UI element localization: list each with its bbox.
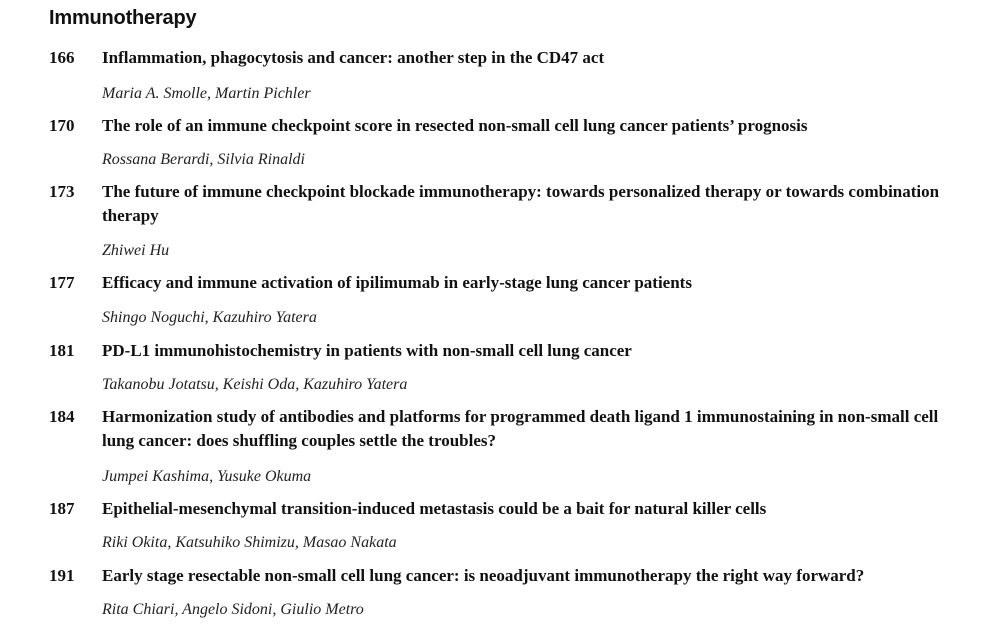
article-authors: Riki Okita, Katsuhiko Shimizu, Masao Nakata	[102, 534, 397, 551]
article-title[interactable]: The future of immune checkpoint blockade immunotherapy: towards personalized therapy or towards combination therapy	[102, 182, 940, 225]
article-authors: Takanobu Jotatsu, Keishi Oda, Kazuhiro Yatera	[102, 376, 408, 393]
article-authors: Shingo Noguchi, Kazuhiro Yatera	[102, 309, 317, 326]
article-title[interactable]: Inflammation, phagocytosis and cancer: another step in the CD47 act	[102, 48, 605, 67]
article-title[interactable]: Epithelial-mesenchymal transition-induced metastasis could be a bait for natural killer cells	[102, 499, 767, 518]
article-title[interactable]: Efficacy and immune activation of ipilimumab in early-stage lung cancer patients	[102, 273, 692, 292]
page-number: 173	[49, 182, 75, 201]
page-number: 187	[49, 499, 75, 518]
page-number: 177	[49, 273, 75, 292]
section-title: Immunotherapy	[49, 7, 197, 29]
article-authors: Maria A. Smolle, Martin Pichler	[102, 85, 311, 102]
article-authors: Rita Chiari, Angelo Sidoni, Giulio Metro	[102, 601, 364, 618]
article-title[interactable]: The role of an immune checkpoint score in resected non-small cell lung cancer patients’ prognosis	[102, 116, 808, 135]
article-title[interactable]: Early stage resectable non-small cell lung cancer: is neoadjuvant immunotherapy the right way forward?	[102, 566, 865, 585]
page-number: 166	[49, 48, 75, 67]
article-authors: Jumpei Kashima, Yusuke Okuma	[102, 468, 312, 485]
article-authors: Rossana Berardi, Silvia Rinaldi	[102, 151, 305, 168]
page-number: 191	[49, 566, 75, 585]
article-title[interactable]: PD-L1 immunohistochemistry in patients with non-small cell lung cancer	[102, 341, 632, 360]
article-authors: Zhiwei Hu	[102, 242, 170, 259]
article-title[interactable]: Harmonization study of antibodies and platforms for programmed death ligand 1 immunostaining in non-small cell lung cancer: does shuffling couples settle the troubles?	[102, 407, 939, 450]
page-number: 181	[49, 341, 75, 360]
page-number: 170	[49, 116, 75, 135]
page-number: 184	[49, 407, 75, 426]
